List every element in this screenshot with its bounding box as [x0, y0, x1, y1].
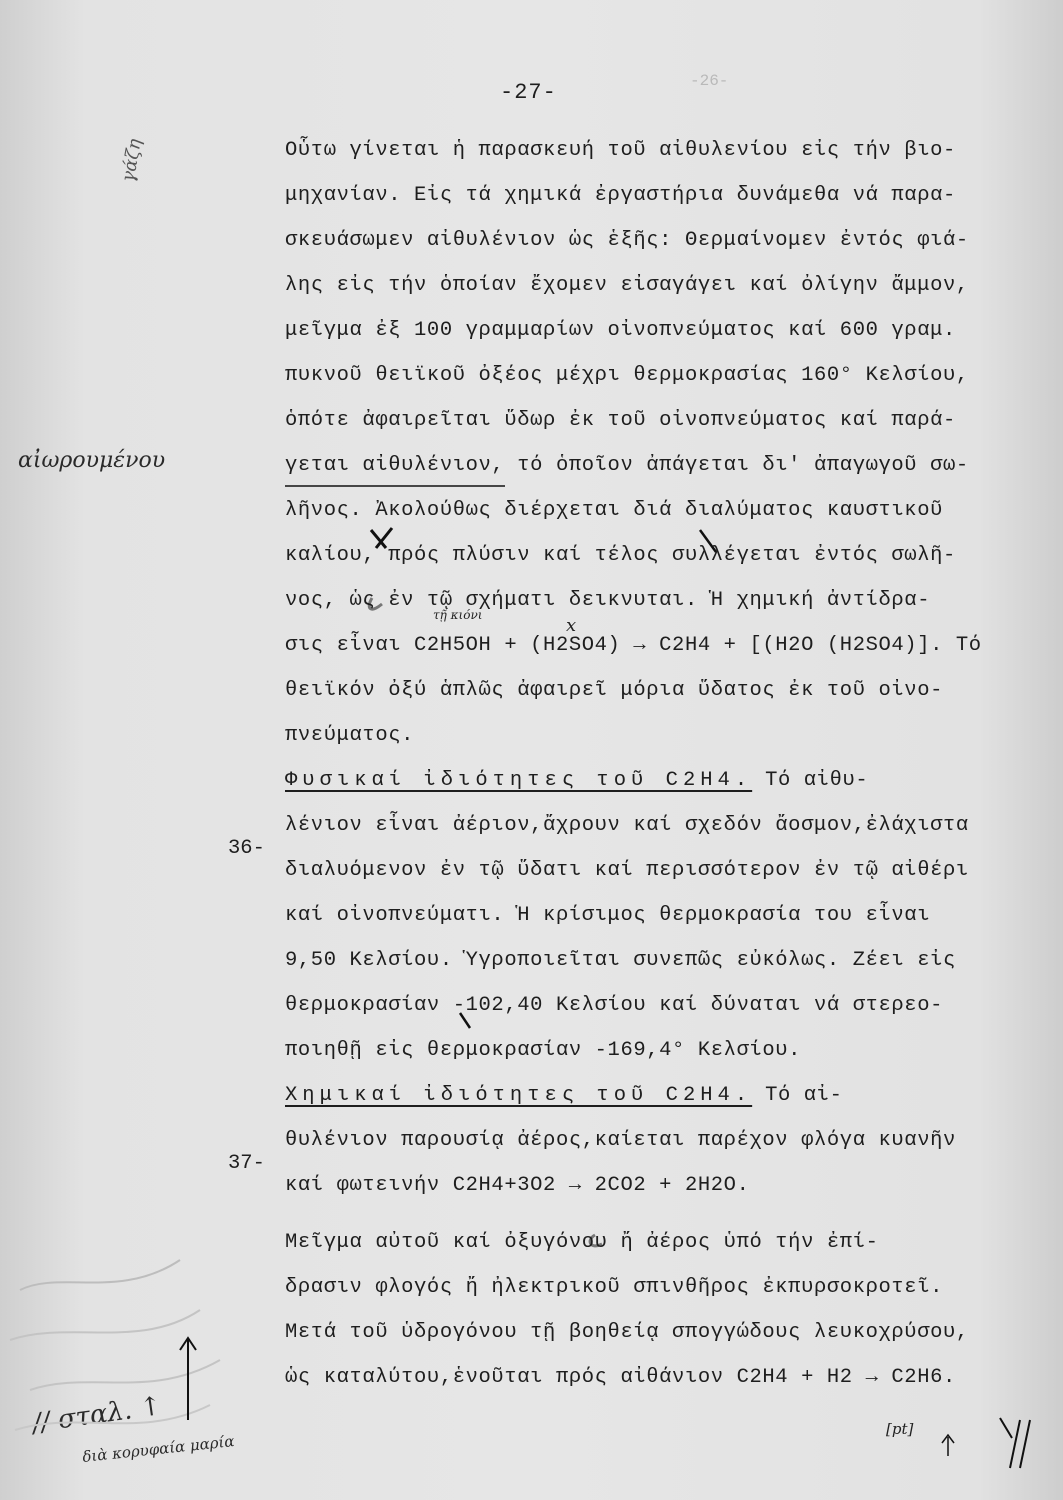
- text-line: καλίου, πρός πλύσιν καί τέλος συλλέγεται ἐντός σωλῆ-: [285, 544, 956, 567]
- text-line: ποιηθῇ εἰς θερμοκρασίαν -169,4° Κελσίου.: [285, 1039, 802, 1062]
- text-line: γεται αἰθυλένιον, τό ὁποῖον ἀπάγεται δι' ἀπαγωγοῦ σω-: [285, 454, 969, 477]
- text-line: μηχανίαν. Εἰς τά χημικά ἐργαστήρια δυνάμεθα νά παρα-: [285, 184, 956, 207]
- text-line: ὁπότε ἀφαιρεῖται ὕδωρ ἐκ τοῦ οἰνοπνεύματος καί παρά-: [285, 409, 956, 432]
- annotation-x-mark: x: [566, 615, 577, 636]
- text-line: Μετά τοῦ ὑδρογόνου τῇ βοηθείᾳ σπογγώδους λευκοχρύσου,: [285, 1321, 969, 1344]
- text-line: θειϊκόν ὀξύ ἁπλῶς ἀφαιρεῖ μόρια ὕδατος ἐκ τοῦ οἰνο-: [285, 679, 944, 702]
- text-line: θυλένιον παρουσίᾳ ἀέρος,καίεται παρέχον φλόγα κυανῆν: [285, 1129, 956, 1152]
- section-37-heading: Χημικαί ἰδιότητες τοῦ C2H4.: [285, 1084, 753, 1107]
- faint-page-number: -26-: [690, 72, 729, 90]
- text-line: πνεύματος.: [285, 724, 415, 747]
- text-line: νος, ὡς ἐν τῷ σχήματι δεικνυται. Ἡ χημική ἀντίδρα-: [285, 589, 931, 612]
- section-36-heading: Φυσικαί ἰδιότητες τοῦ C2H4.: [285, 769, 753, 792]
- text-line: σκευάσωμεν αἰθυλένιον ὡς ἑξῆς: Θερμαίνομεν ἐντός φιά-: [285, 229, 969, 252]
- text-line: διαλυόμενον ἐν τῷ ὕδατι καί περισσότερον ἐν τῷ αἰθέρι: [285, 859, 969, 882]
- margin-note-bottom-2: διὰ κορυφαία μαρία: [81, 1432, 236, 1466]
- text-line: θερμοκρασίαν -102,40 Κελσίου καί δύναται νά στερεο-: [285, 994, 944, 1017]
- section-36-number: 36-: [228, 837, 265, 860]
- section-37-heading-line: [285, 1073, 1005, 1118]
- text-line: μεῖγμα ἐξ 100 γραμμαρίων οἰνοπνεύματος καί 600 γραμ.: [285, 319, 956, 342]
- page-number: -27-: [500, 80, 557, 105]
- margin-note-bottom-1: // σταλ. ↑: [30, 1391, 164, 1439]
- text-line: λης εἰς τήν ὁποίαν ἔχομεν εἰσαγάγει καί ὀλίγην ἄμμον,: [285, 274, 969, 297]
- text-line: λένιον εἶναι ἀέριον,ἄχρουν καί σχεδόν ἄοσμον,ἐλάχιστα: [285, 814, 969, 837]
- text-line: 9,50 Κελσίου. Ὑγροποιεῖται συνεπῶς εὐκόλως. Ζέει εἰς: [285, 949, 956, 972]
- section-36-continuation: Τό αἰθυ-: [765, 769, 869, 792]
- margin-note-mid: αἰωρουμένου: [18, 448, 166, 473]
- body-text: [285, 128, 1005, 1400]
- text-line: Οὗτω γίνεται ἡ παρασκευή τοῦ αἰθυλενίου εἰς τήν βιο-: [285, 139, 956, 162]
- text-line: καί φωτεινήν C2H4+3O2 → 2CO2 + 2H2O.: [285, 1174, 750, 1197]
- text-line: δρασιν φλογός ἤ ἠλεκτρικοῦ σπινθῆρος ἐκπυρσοκροτεῖ.: [285, 1276, 944, 1299]
- text-line: σις εἶναι C2H5OH + (H2SO4) → C2H4 + [(H2O (H2SO4)]. Τό: [285, 634, 982, 657]
- text-line: καί οἰνοπνεύματι. Ἡ κρίσιμος θερμοκρασία του εἶναι: [285, 904, 931, 927]
- section-37-continuation: Τό αἰ-: [765, 1084, 843, 1107]
- margin-note-top: γάζη: [117, 137, 146, 184]
- annotation-above-figure: τῇ κιόνι: [433, 608, 483, 622]
- section-37-number: 37-: [228, 1152, 265, 1175]
- section-36-heading-line: [285, 758, 1005, 803]
- text-line: λῆνος. Ἀκολούθως διέρχεται διά διαλύματος καυστικοῦ: [285, 499, 944, 522]
- text-line: ὡς καταλύτου,ἑνοῦται πρός αἰθάνιον C2H4 + H2 → C2H6.: [285, 1366, 956, 1389]
- annotation-catalyst: [pt]: [886, 1420, 914, 1438]
- text-line: πυκνοῦ θειϊκοῦ ὀξέος μέχρι θερμοκρασίας 160° Κελσίου,: [285, 364, 969, 387]
- text-line: Μεῖγμα αὐτοῦ καί ὀξυγόνου ἤ ἀέρος ὑπό τήν ἐπί-: [285, 1231, 879, 1254]
